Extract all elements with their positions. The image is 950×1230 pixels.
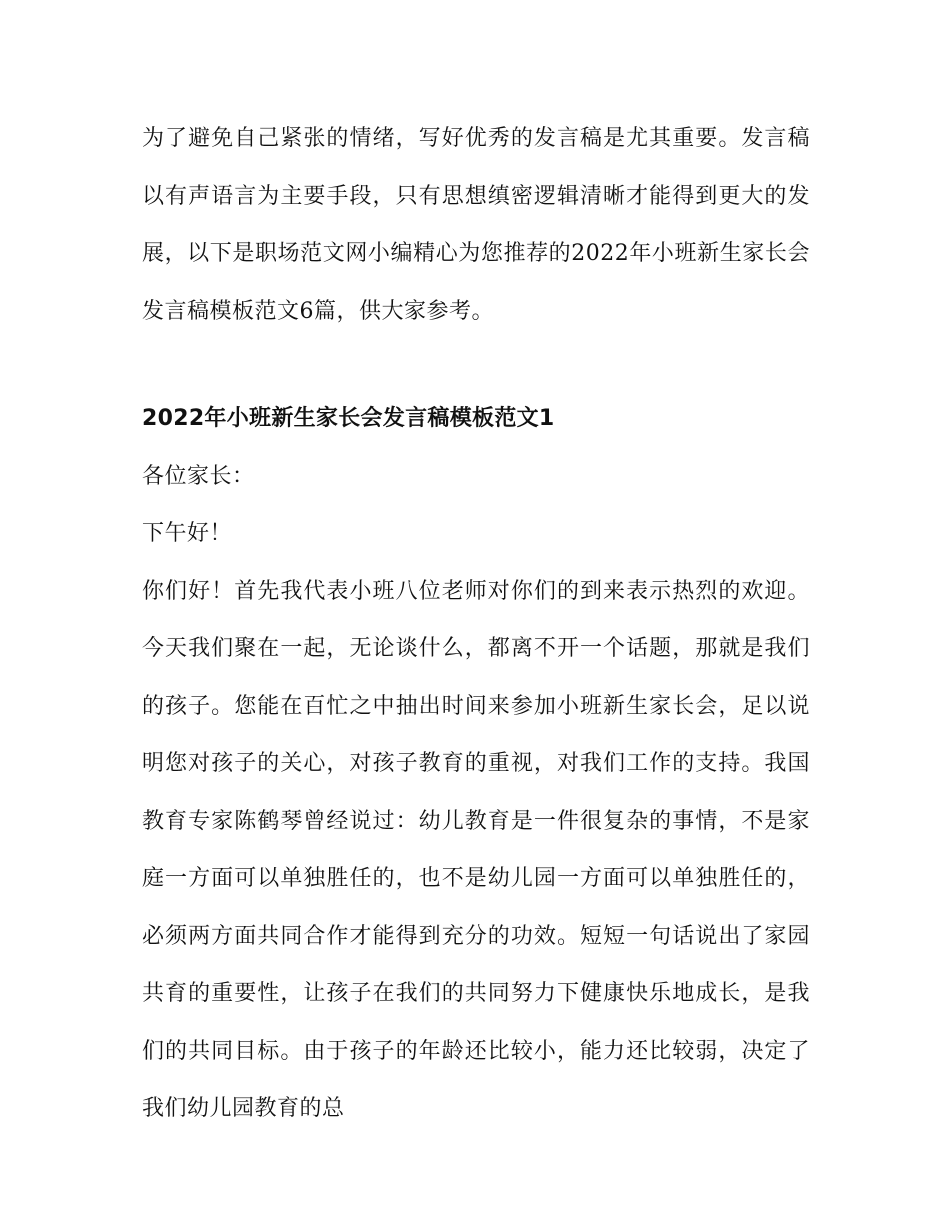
intro-paragraph: 为了避免自己紧张的情绪，写好优秀的发言稿是尤其重要。发言稿以有声语言为主要手段，只有思想缜密逻辑清晰才能得到更大的发展，以下是职场范文网小编精心为您推荐的2022年小班新生家长会发言稿模板范文6篇，供大家参考。 — [142, 126, 810, 324]
document-content — [142, 110, 810, 1138]
body-paragraph: 你们好！首先我代表小班八位老师对你们的到来表示热烈的欢迎。今天我们聚在一起，无论谈什么，都离不开一个话题，那就是我们的孩子。您能在百忙之中抽出时间来参加小班新生家长会，足以说明您对孩子的关心，对孩子教育的重视，对我们工作的支持。我国教育专家陈鹤琴曾经说过：幼儿教育是一件很复杂的事情，不是家庭一方面可以单独胜任的，也不是幼儿园一方面可以单独胜任的，必须两方面共同合作才能得到充分的功效。短短一句话说出了家园共育的重要性，让孩子在我们的共同努力下健康快乐地成长，是我们的共同目标。由于孩子的年龄还比较小，能力还比较弱，决定了我们幼儿园教育的总 — [142, 578, 810, 1121]
section-title: 2022年小班新生家长会发言稿模板范文1 — [142, 406, 555, 431]
salutation: 各位家长： — [142, 463, 255, 489]
greeting: 下午好！ — [142, 521, 233, 546]
